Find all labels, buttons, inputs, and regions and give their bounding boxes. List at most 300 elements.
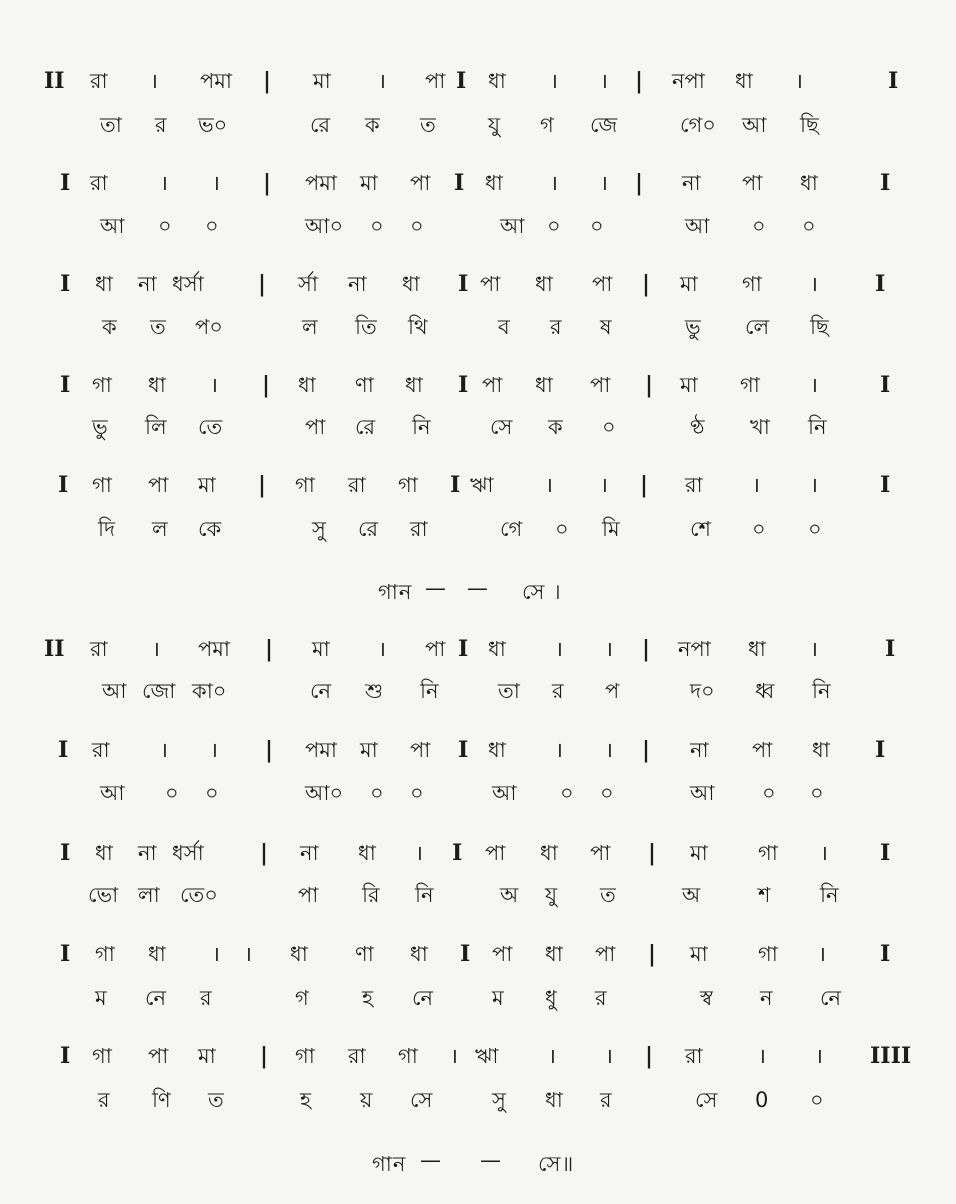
swara-note: ধর্সা <box>172 272 204 296</box>
swara-note: মা <box>690 942 708 966</box>
closing-dash: — <box>420 1148 442 1172</box>
swara-note: । <box>160 171 168 195</box>
barline: I <box>880 941 891 967</box>
lyric-syllable: যু <box>545 883 558 907</box>
swara-note: না <box>300 841 319 865</box>
lyric-line <box>30 112 930 152</box>
beat-divider: | <box>260 840 269 866</box>
swara-note: । <box>545 473 553 497</box>
lyric-syllable: যু <box>488 113 501 137</box>
swara-note: মা <box>312 637 330 661</box>
lyric-syllable: র <box>600 1088 612 1112</box>
swara-note: পা <box>592 272 613 296</box>
swara-note: পা <box>410 738 431 762</box>
swara-note: পা <box>752 738 773 762</box>
lyric-syllable: ০ <box>547 214 561 238</box>
lyric-syllable: হ <box>300 1088 312 1112</box>
swara-note: ধর্সা <box>172 841 204 865</box>
lyric-syllable: মি <box>602 517 620 541</box>
swara-note: পমা <box>305 738 338 762</box>
lyric-syllable: ০ <box>165 781 179 805</box>
swara-note: । <box>244 942 252 966</box>
beat-divider: | <box>645 1043 654 1069</box>
lyric-syllable: আ <box>100 214 125 238</box>
swara-note: ধা <box>148 942 166 966</box>
lyric-syllable: হ <box>362 986 374 1010</box>
swara-note: গা <box>742 272 762 296</box>
swara-note: । <box>795 69 803 93</box>
beat-divider: | <box>263 170 272 196</box>
swara-note: পমা <box>305 171 338 195</box>
lyric-syllable: রে <box>358 517 379 541</box>
swara-note: গা <box>740 373 760 397</box>
swara-line <box>30 840 930 880</box>
lyric-syllable: গ <box>295 986 309 1010</box>
lyric-syllable: ০ <box>205 214 219 238</box>
swara-note: ঋা <box>470 473 494 497</box>
swara-note: ধা <box>488 637 506 661</box>
swara-line <box>30 170 930 210</box>
swara-note: মা <box>198 1044 216 1068</box>
swara-note: গা <box>92 373 112 397</box>
lyric-syllable: গ <box>540 113 554 137</box>
swara-note: ধা <box>488 69 506 93</box>
lyric-syllable: তে০ <box>180 883 218 907</box>
swara-note: গা <box>758 942 778 966</box>
swara-line <box>30 941 930 981</box>
swara-note: । <box>815 1044 823 1068</box>
lyric-syllable: শ <box>758 883 771 907</box>
lyric-syllable: জে <box>590 113 618 137</box>
lyric-syllable: ০ <box>590 214 604 238</box>
swara-note: ধা <box>405 373 423 397</box>
lyric-syllable: ভু <box>92 415 108 439</box>
lyric-syllable: ব <box>498 315 510 339</box>
closing-word: গান <box>372 1152 407 1176</box>
lyric-syllable: র <box>550 315 562 339</box>
beat-divider: | <box>635 68 644 94</box>
closing-end-word: সে॥ <box>538 1152 575 1176</box>
lyric-line <box>30 314 930 354</box>
lyric-syllable: নি <box>420 679 439 703</box>
lyric-syllable: রে <box>310 113 331 137</box>
swara-note: । <box>758 1044 766 1068</box>
beat-divider: | <box>642 271 651 297</box>
lyric-syllable: থি <box>408 315 428 339</box>
lyric-line <box>30 985 930 1025</box>
lyric-syllable: 0 <box>755 1088 769 1112</box>
swara-note: ধা <box>748 637 766 661</box>
swara-note: । <box>450 1044 458 1068</box>
swara-note: ধা <box>290 942 308 966</box>
double-barline: II <box>44 636 65 662</box>
swara-note: । <box>212 171 220 195</box>
lyric-syllable: ০ <box>808 517 822 541</box>
swara-note: । <box>415 841 423 865</box>
swara-line <box>30 737 930 777</box>
lyric-syllable: ক <box>102 315 117 339</box>
swara-note: রা <box>685 473 703 497</box>
lyric-syllable: আ <box>690 781 715 805</box>
beat-divider: | <box>635 170 644 196</box>
swara-note: । <box>605 1044 613 1068</box>
swara-note: পমা <box>198 637 231 661</box>
swara-note: । <box>810 272 818 296</box>
beat-divider: | <box>260 1043 269 1069</box>
swara-note: গা <box>295 1044 315 1068</box>
beat-divider: | <box>642 737 651 763</box>
lyric-syllable: তে <box>198 415 223 439</box>
beat-divider: | <box>648 941 657 967</box>
lyric-syllable: ত <box>600 883 616 907</box>
barline: I <box>880 840 891 866</box>
swara-line <box>30 472 930 512</box>
swara-note: ধা <box>800 171 818 195</box>
lyric-syllable: ক <box>365 113 380 137</box>
closing-word: গান <box>378 580 413 604</box>
barline: I <box>880 472 891 498</box>
lyric-syllable: দি <box>98 517 116 541</box>
swara-note: । <box>810 637 818 661</box>
swara-line <box>30 372 930 412</box>
barline: I <box>458 737 469 763</box>
lyric-syllable: ০ <box>370 781 384 805</box>
swara-note: না <box>138 272 157 296</box>
lyric-syllable: র <box>552 679 564 703</box>
swara-note: । <box>150 69 158 93</box>
lyric-syllable: য় <box>360 1088 373 1112</box>
swara-note: রা <box>90 69 108 93</box>
lyric-syllable: কা০ <box>192 679 227 703</box>
lyric-syllable: আ <box>500 214 525 238</box>
lyric-syllable: সে <box>695 1088 718 1112</box>
lyric-syllable: নি <box>808 415 827 439</box>
swara-line <box>30 1043 930 1083</box>
swara-note: পা <box>590 373 611 397</box>
lyric-line <box>30 780 930 820</box>
swara-note: ধা <box>410 942 428 966</box>
swara-note: র্সা <box>298 272 318 296</box>
swara-note: । <box>600 171 608 195</box>
lyric-syllable: সু <box>312 517 326 541</box>
barline: I <box>60 271 71 297</box>
lyric-syllable: স্ব <box>700 986 713 1010</box>
swara-note: মা <box>360 738 378 762</box>
beat-divider: | <box>648 840 657 866</box>
lyric-syllable: লি <box>145 415 167 439</box>
swara-note: গা <box>95 942 115 966</box>
lyric-syllable: আ০ <box>305 214 344 238</box>
lyric-syllable: ০ <box>752 214 766 238</box>
swara-note: না <box>682 171 701 195</box>
lyric-syllable: র <box>155 113 167 137</box>
swara-note: না <box>138 841 157 865</box>
lyric-syllable: নি <box>820 883 839 907</box>
swara-note: । <box>600 473 608 497</box>
barline: I <box>458 636 469 662</box>
swara-note: ধা <box>358 841 376 865</box>
lyric-syllable: তা <box>498 679 520 703</box>
lyric-syllable: আ <box>102 679 127 703</box>
lyric-syllable: গে০ <box>680 113 716 137</box>
barline: I <box>456 68 467 94</box>
swara-line <box>30 68 930 108</box>
lyric-syllable: পা <box>305 415 326 439</box>
lyric-syllable: দ০ <box>690 679 715 703</box>
lyric-line <box>30 678 930 718</box>
swara-note: । <box>212 942 220 966</box>
lyric-syllable: ০ <box>560 781 574 805</box>
beat-divider: | <box>640 472 649 498</box>
swara-note: রা <box>348 1044 366 1068</box>
lyric-syllable: ছি <box>810 315 829 339</box>
lyric-syllable: নি <box>415 883 434 907</box>
swara-note: । <box>210 738 218 762</box>
lyric-syllable: ০ <box>410 781 424 805</box>
swara-note: ধা <box>402 272 420 296</box>
lyric-syllable: ০ <box>370 214 384 238</box>
lyric-syllable: সে <box>410 1088 433 1112</box>
double-barline: II <box>44 68 65 94</box>
lyric-line <box>30 516 930 556</box>
swara-note: পা <box>590 841 611 865</box>
barline: I <box>875 737 886 763</box>
swara-note: পা <box>482 373 503 397</box>
swara-note: । <box>820 841 828 865</box>
swara-note: গা <box>92 473 112 497</box>
swara-note: পা <box>485 841 506 865</box>
lyric-syllable: কে <box>198 517 222 541</box>
lyric-syllable: ০ <box>762 781 776 805</box>
lyric-syllable: প০ <box>195 315 223 339</box>
swara-note: মা <box>360 171 378 195</box>
swara-note: । <box>152 637 160 661</box>
swara-note: ধা <box>812 738 830 762</box>
lyric-syllable: ণ্ঠ <box>690 415 705 439</box>
beat-divider: | <box>645 372 654 398</box>
swara-note: ধা <box>540 841 558 865</box>
swara-note: । <box>378 69 386 93</box>
beat-divider: | <box>258 271 267 297</box>
barline: I <box>458 372 469 398</box>
lyric-syllable: ভ০ <box>198 113 228 137</box>
barline: I <box>460 941 471 967</box>
barline: I <box>880 372 891 398</box>
swara-note: গা <box>398 1044 418 1068</box>
barline: I <box>60 372 71 398</box>
lyric-syllable: ভু <box>685 315 701 339</box>
lyric-syllable: অ <box>500 883 519 907</box>
lyric-syllable: ০ <box>752 517 766 541</box>
lyric-syllable: ০ <box>555 517 569 541</box>
lyric-syllable: ত <box>208 1088 224 1112</box>
lyric-syllable: র <box>200 986 212 1010</box>
swara-note: পা <box>595 942 616 966</box>
swara-note: রা <box>348 473 366 497</box>
lyric-syllable: ০ <box>810 781 824 805</box>
lyric-syllable: আ <box>100 781 125 805</box>
lyric-syllable: অ <box>682 883 701 907</box>
lyric-syllable: শে <box>690 517 711 541</box>
swara-note: গা <box>295 473 315 497</box>
lyric-syllable: আ <box>742 113 767 137</box>
barline: I <box>880 170 891 196</box>
lyric-line <box>30 1087 930 1127</box>
swara-note: মা <box>313 69 331 93</box>
swara-note: পা <box>148 473 169 497</box>
swara-note: ধা <box>485 171 503 195</box>
barline: I <box>452 840 463 866</box>
barline: I <box>888 68 899 94</box>
swara-note: । <box>752 473 760 497</box>
swara-note: গা <box>398 473 418 497</box>
beat-divider: | <box>263 68 272 94</box>
lyric-syllable: নি <box>412 415 431 439</box>
swara-note: রা <box>685 1044 703 1068</box>
lyric-syllable: খা <box>750 415 770 439</box>
swara-note: রা <box>92 738 110 762</box>
lyric-syllable: ত <box>150 315 166 339</box>
lyric-syllable: ল <box>152 517 168 541</box>
beat-divider: | <box>258 472 267 498</box>
swara-note: ধা <box>535 272 553 296</box>
swara-note: নপা <box>678 637 711 661</box>
swara-note: গা <box>92 1044 112 1068</box>
swara-note: পা <box>492 942 513 966</box>
swara-note: গা <box>758 841 778 865</box>
closing-dash: — <box>467 576 489 600</box>
lyric-syllable: ল <box>302 315 318 339</box>
lyric-syllable: ০ <box>410 214 424 238</box>
barline: I <box>885 636 896 662</box>
lyric-syllable: ০ <box>600 781 614 805</box>
lyric-syllable: নে <box>145 986 167 1010</box>
swara-note: পা <box>425 69 446 93</box>
swara-note: । <box>600 69 608 93</box>
beat-divider: | <box>262 372 271 398</box>
lyric-syllable: ম <box>492 986 504 1010</box>
lyric-syllable: সে <box>490 415 513 439</box>
lyric-syllable: লা <box>138 883 160 907</box>
lyric-syllable: ০ <box>158 214 172 238</box>
barline: I <box>458 271 469 297</box>
swara-note: ঋা <box>475 1044 499 1068</box>
lyric-syllable: নে <box>310 679 332 703</box>
closing-dash: — <box>425 576 447 600</box>
swara-note: না <box>690 738 709 762</box>
lyric-syllable: জো <box>142 679 176 703</box>
swara-note: মা <box>680 272 698 296</box>
lyric-line <box>30 882 930 922</box>
swara-note: পমা <box>200 69 233 93</box>
swara-note: ণা <box>355 942 374 966</box>
barline: I <box>875 271 886 297</box>
barline: I <box>60 1043 71 1069</box>
swara-note: । <box>550 171 558 195</box>
swara-note: । <box>605 738 613 762</box>
lyric-syllable: রা <box>410 517 428 541</box>
lyric-syllable: আ <box>685 214 710 238</box>
lyric-syllable: পা <box>298 883 319 907</box>
lyric-syllable: র <box>595 986 607 1010</box>
lyric-syllable: নে <box>820 986 842 1010</box>
lyric-syllable: ক <box>548 415 563 439</box>
lyric-syllable: ০ <box>205 781 219 805</box>
lyric-syllable: ণি <box>152 1088 171 1112</box>
swara-note: । <box>160 738 168 762</box>
lyric-syllable: শু <box>365 679 384 703</box>
lyric-syllable: ন <box>760 986 773 1010</box>
swara-note: মা <box>690 841 708 865</box>
swara-note: ধা <box>735 69 753 93</box>
barline: I <box>60 170 71 196</box>
swara-note: । <box>550 69 558 93</box>
beat-divider: | <box>265 737 274 763</box>
lyric-syllable: ধ্ব <box>755 679 775 703</box>
swara-note: । <box>378 637 386 661</box>
lyric-syllable: ধা <box>545 1088 563 1112</box>
barline: I <box>58 737 69 763</box>
closing-end-word: সে । <box>522 580 562 604</box>
swara-note: ণা <box>355 373 374 397</box>
swara-note: । <box>810 473 818 497</box>
swara-note: পা <box>742 171 763 195</box>
lyric-syllable: ত <box>420 113 436 137</box>
swara-note: । <box>555 637 563 661</box>
swara-note: মা <box>198 473 216 497</box>
swara-note: ধা <box>148 373 166 397</box>
barline: I <box>450 472 461 498</box>
swara-note: । <box>818 942 826 966</box>
swara-note: । <box>548 1044 556 1068</box>
swara-note: ধা <box>95 841 113 865</box>
lyric-line <box>30 213 930 253</box>
lyric-syllable: আ <box>492 781 517 805</box>
lyric-syllable: ষ <box>600 315 612 339</box>
swara-note: না <box>348 272 367 296</box>
lyric-syllable: তা <box>100 113 122 137</box>
lyric-syllable: র <box>98 1088 110 1112</box>
swara-note: ধা <box>488 738 506 762</box>
swara-note: ধা <box>95 272 113 296</box>
swara-note: পা <box>410 171 431 195</box>
swara-note: পা <box>425 637 446 661</box>
barline: I <box>60 941 71 967</box>
lyric-syllable: রে <box>355 415 376 439</box>
beat-divider: | <box>642 636 651 662</box>
lyric-syllable: নে <box>412 986 434 1010</box>
barline: I <box>60 840 71 866</box>
lyric-syllable: নি <box>812 679 831 703</box>
lyric-syllable: সু <box>492 1088 506 1112</box>
swara-note: রা <box>90 171 108 195</box>
swara-note: পা <box>480 272 501 296</box>
lyric-syllable: আ০ <box>305 781 344 805</box>
lyric-syllable: প <box>605 679 620 703</box>
swara-note: ধা <box>535 373 553 397</box>
lyric-syllable: ধু <box>545 986 557 1010</box>
closing-dash: — <box>480 1148 502 1172</box>
swara-note: নপা <box>672 69 705 93</box>
lyric-syllable: ০ <box>602 415 616 439</box>
final-barline: IIII <box>870 1043 912 1069</box>
barline: I <box>58 472 69 498</box>
lyric-syllable: রি <box>362 883 380 907</box>
lyric-syllable: ০ <box>802 214 816 238</box>
lyric-syllable: ০ <box>810 1088 824 1112</box>
swara-line <box>30 271 930 311</box>
lyric-syllable: ছি <box>800 113 819 137</box>
